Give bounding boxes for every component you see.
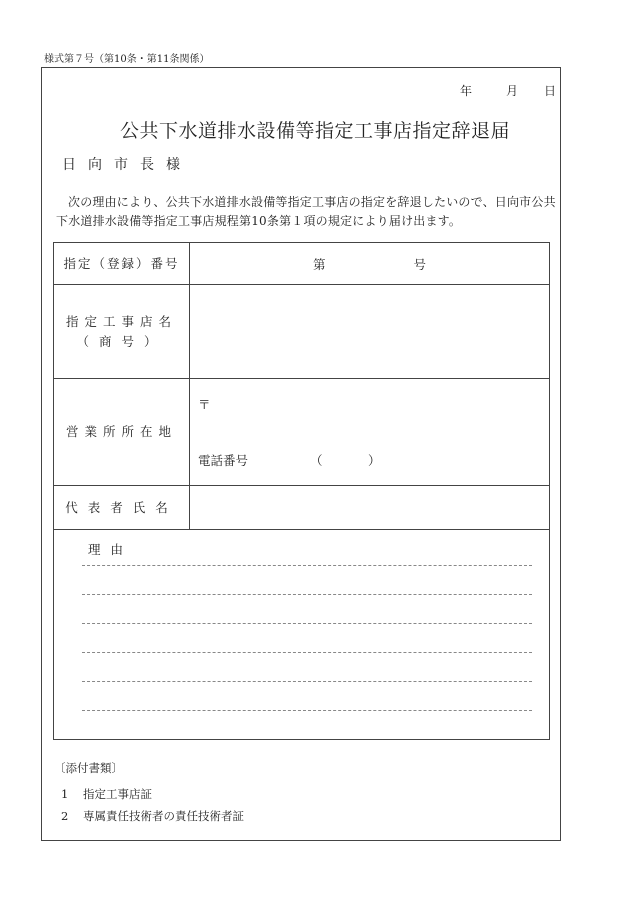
reg-number-field[interactable]	[190, 243, 550, 285]
address-field[interactable]	[190, 379, 550, 486]
row-store-name	[54, 285, 550, 379]
row-reason	[54, 530, 550, 740]
application-table	[53, 242, 550, 740]
representative-label: 代表者氏名	[65, 499, 178, 515]
store-name-sub-label: （商号）	[76, 333, 167, 349]
form-number: 様式第７号（第10条・第11条関係）	[44, 54, 210, 65]
attachment-number: 2	[61, 809, 69, 823]
reason-line	[82, 710, 532, 711]
phone-paren-close: ）	[368, 453, 381, 468]
date-day-label: 日	[544, 84, 557, 98]
body-text: 次の理由により、公共下水道排水設備等指定工事店の指定を辞退したいので、日向市公共下水道排水設備等指定工事店規程第10条第１項の規定により届け出ます。	[56, 195, 556, 228]
row-representative	[54, 486, 550, 530]
attachment-text: 指定工事店証	[83, 787, 152, 801]
reg-number-suffix: 号	[413, 256, 427, 272]
row-address	[54, 379, 550, 486]
date-year-label: 年	[460, 84, 473, 98]
reason-line	[82, 623, 532, 624]
attachments-title: 〔添付書類〕	[54, 761, 123, 775]
attachment-item	[61, 808, 244, 824]
phone-label: 電話番号	[198, 453, 249, 468]
postal-mark: 〒	[198, 397, 211, 412]
reason-line	[82, 652, 532, 653]
reason-label: 理由	[88, 542, 134, 557]
date-month-label: 月	[506, 84, 519, 98]
store-name-field[interactable]	[190, 285, 550, 379]
addressee: 日向市長様	[62, 157, 192, 173]
reg-number-label: 指定（登録）番号	[63, 255, 180, 271]
row-registration-number	[54, 243, 550, 285]
address-label: 営業所所在地	[65, 424, 177, 439]
reg-number-prefix: 第	[312, 256, 326, 272]
store-name-label: 指定工事店名	[65, 313, 177, 329]
attachment-text: 専属責任技術者の責任技術者証	[83, 809, 244, 823]
reason-field[interactable]	[54, 530, 550, 740]
representative-field[interactable]	[190, 486, 550, 530]
attachment-number: 1	[61, 787, 69, 801]
attachment-item	[61, 786, 152, 802]
reason-line	[82, 681, 532, 682]
document-title: 公共下水道排水設備等指定工事店指定辞退届	[119, 120, 510, 142]
reason-line	[82, 565, 532, 566]
phone-paren-open: （	[310, 453, 323, 468]
reason-line	[82, 594, 532, 595]
